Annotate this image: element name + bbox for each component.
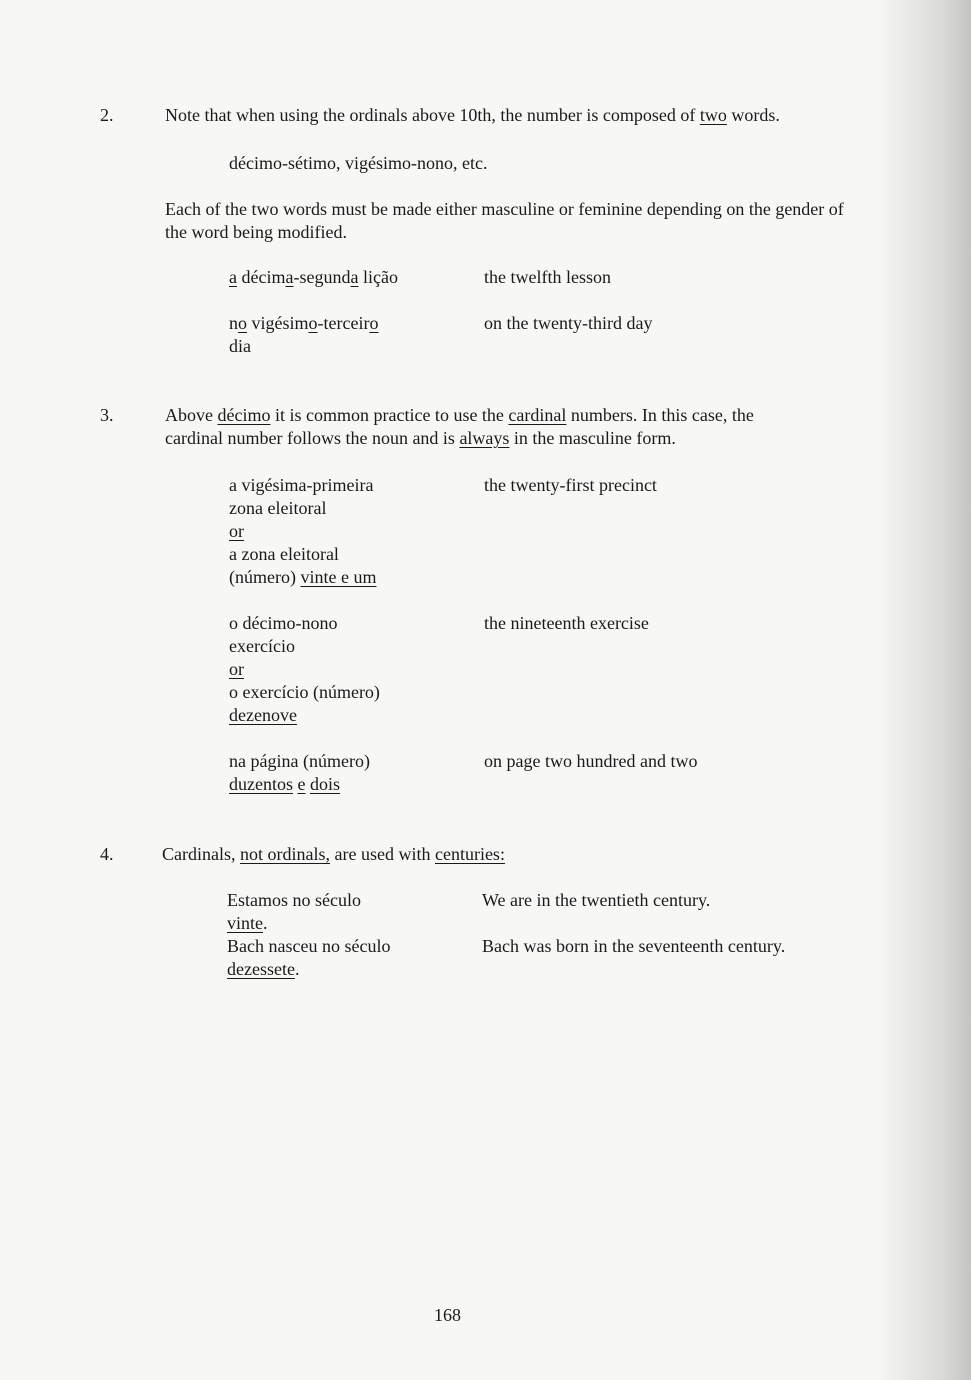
example-en-twenty-first: the twenty-first precinct [484,475,657,495]
example-en-seventeenth-century: Bach was born in the seventeenth century. [482,936,786,956]
example-pt-line: (número) vinte e um [229,567,377,587]
example-pt-line: vinte. [227,913,268,933]
item-2-number: 2. [100,105,114,125]
item-4-intro: Cardinals, not ordinals, are used with centuries: [162,844,505,864]
example-pt-line: o décimo-nono [229,613,338,633]
item-3-line1: Above décimo it is common practice to use the cardinal numbers. In this case, the [165,405,754,425]
item-2-examples: décimo-sétimo, vigésimo-nono, etc. [229,153,488,173]
or-connector: or [229,521,244,541]
example-pt-line: na página (número) [229,751,370,771]
example-pt-line: zona eleitoral [229,498,327,518]
item-3-line2: cardinal number follows the noun and is always in the masculine form. [165,428,676,448]
example-en-page: on page two hundred and two [484,751,698,771]
item-2-paragraph: Each of the two words must be made either masculine or feminine depending on the gender of the word being modified. [165,199,844,242]
item-4-number: 4. [100,844,114,864]
page-number: 168 [434,1305,461,1325]
example-pt-line: dezenove [229,705,297,725]
example-en-twenty-third: on the twenty-third day [484,313,653,333]
example-pt-twenty-third-line2: dia [229,336,251,356]
example-pt-line: Bach nasceu no século [227,936,391,956]
example-pt-line: duzentos e dois [229,774,340,794]
example-pt-line: o exercício (número) [229,682,380,702]
example-pt-line: dezessete. [227,959,300,979]
example-pt-line: a vigésima-primeira [229,475,374,495]
example-pt-twenty-third: no vigésimo-terceiro [229,313,379,333]
example-pt-line: exercício [229,636,295,656]
item-3-number: 3. [100,405,114,425]
example-en-nineteenth: the nineteenth exercise [484,613,649,633]
example-pt-twelfth: a décima-segunda lição [229,267,398,287]
example-pt-line: a zona eleitoral [229,544,339,564]
item-2-intro: Note that when using the ordinals above 10th, the number is composed of two words. [165,105,780,125]
example-pt-line: Estamos no século [227,890,361,910]
or-connector: or [229,659,244,679]
example-en-twentieth-century: We are in the twentieth century. [482,890,711,910]
example-en-twelfth: the twelfth lesson [484,267,611,287]
page-edge-shadow [876,0,971,1380]
